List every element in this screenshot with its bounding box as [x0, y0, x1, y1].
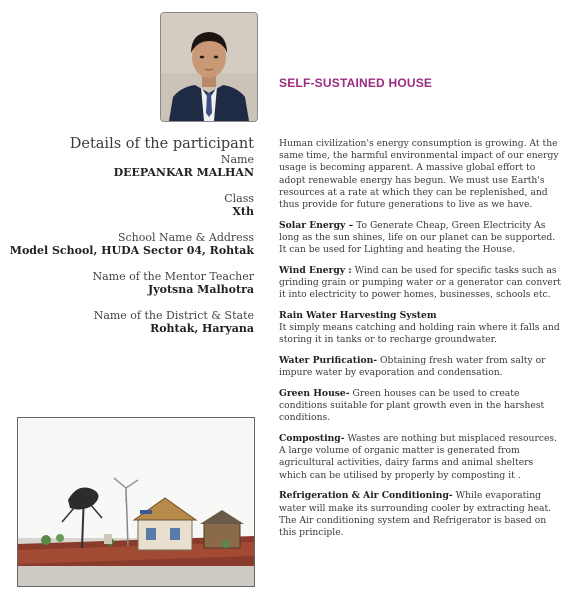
water-text: Obtaining fresh water from salty or impure water by evaporation and condensation.	[279, 355, 546, 379]
class-block	[4, 192, 254, 218]
class-label: Class	[224, 192, 254, 205]
mentor-label: Name of the Mentor Teacher	[92, 270, 254, 283]
wind-paragraph	[279, 265, 561, 302]
mentor-value: Jyotsna Malhotra	[148, 283, 254, 296]
rain-text: It simply means catching and holding rain where it falls and storing it in tanks or to recharge groundwater.	[279, 322, 560, 346]
school-block	[4, 231, 254, 257]
water-paragraph	[279, 355, 561, 379]
composting-text: Wastes are nothing but misplaced resources. A large volume of organic matter is generated from agricultural activities, dairy farms and animal shelters which can be utilised by properly by composting it .	[279, 433, 558, 481]
intro-paragraph: Human civilization's energy consumption is growing. At the same time, the harmful environmental impact of our energy usage is becoming apparent. A massive global effort to adopt renewable energy has begun. We must use Earth's resources at a rate at which they can be replenished, and thus provide for future generations to live as we have.	[279, 138, 559, 211]
solar-paragraph	[279, 220, 561, 257]
participant-photo	[160, 12, 258, 122]
greenhouse-text: Green houses can be used to create conditions suitable for plant growth even in the harshest conditions.	[279, 387, 545, 424]
mentor-block	[4, 270, 254, 296]
name-block	[4, 153, 254, 179]
name-value: DEEPANKAR MALHAN	[113, 166, 254, 179]
wind-title: Wind Energy :	[279, 264, 352, 276]
greenhouse-title: Green House-	[279, 387, 350, 399]
refrigeration-text: While evaporating water will make its surrounding cooler by extracting heat. The Air conditioning system and Refrigerator is based on this principle.	[279, 490, 552, 538]
district-value: Rohtak, Haryana	[150, 322, 254, 335]
composting-title: Composting-	[279, 433, 345, 445]
solar-title: Solar Energy –	[279, 219, 354, 231]
composting-paragraph	[279, 433, 561, 482]
project-description	[279, 138, 561, 548]
wind-text: Wind can be used for specific tasks such as grinding grain or pumping water or a generator can convert it into electricity to power homes, businesses, schools etc.	[279, 264, 561, 301]
refrigeration-paragraph	[279, 490, 561, 539]
solar-text: To Generate Cheap, Green Electricity As long as the sun shines, life on our planet can be supported. It can be used for Lighting and heating the House.	[279, 219, 556, 256]
participant-details	[4, 136, 254, 348]
name-label: Name	[220, 153, 254, 166]
school-label: School Name & Address	[117, 231, 254, 244]
water-title: Water Purification-	[279, 355, 378, 367]
district-block	[4, 309, 254, 335]
details-heading: Details of the participant	[69, 136, 254, 152]
school-value: Model School, HUDA Sector 04, Rohtak	[9, 244, 254, 257]
class-value: Xth	[232, 205, 254, 218]
rain-paragraph	[279, 310, 561, 347]
project-model-photo	[17, 417, 255, 587]
refrigeration-title: Refrigeration & Air Conditioning-	[279, 490, 453, 502]
greenhouse-paragraph	[279, 388, 561, 425]
project-title: SELF-SUSTAINED HOUSE	[279, 76, 433, 90]
rain-title: Rain Water Harvesting System	[279, 309, 437, 321]
district-label: Name of the District & State	[93, 309, 254, 322]
